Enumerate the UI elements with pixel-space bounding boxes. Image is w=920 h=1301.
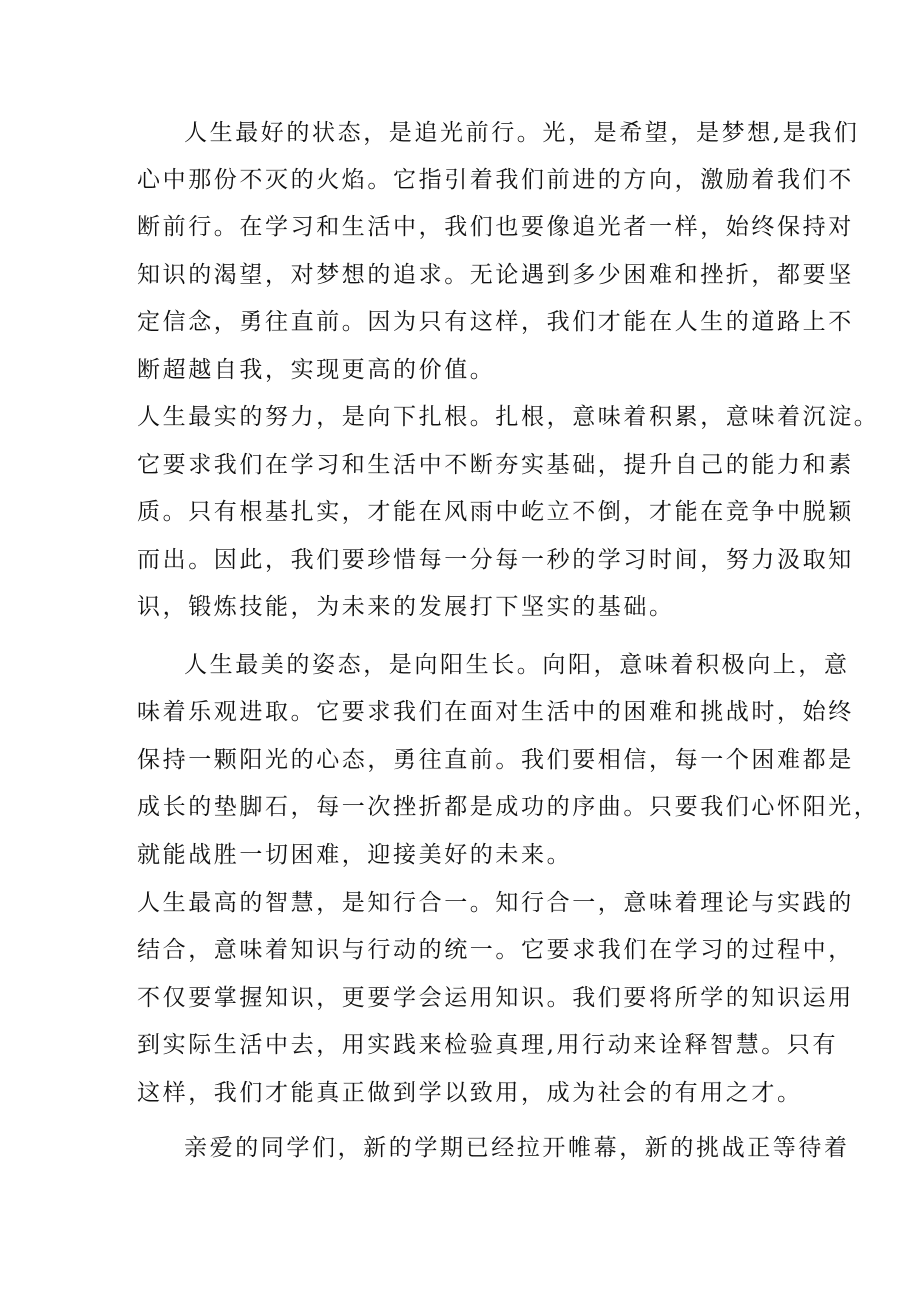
text-line: 识，锻炼技能，为未来的发展打下坚实的基础。 bbox=[137, 594, 675, 620]
text-line: 味着乐观进取。它要求我们在面对生活中的困难和挑战时，始终 bbox=[137, 699, 854, 725]
text-line: 人生最美的姿态，是向阳生长。向阳，意味着积极向上，意 bbox=[184, 652, 850, 678]
text-line: 不仅要掌握知识，更要学会运用知识。我们要将所学的知识运用 bbox=[137, 985, 854, 1011]
text-line: 断前行。在学习和生活中，我们也要像追光者一样，始终保持对 bbox=[137, 214, 854, 240]
text-line: 人生最高的智慧，是知行合一。知行合一，意味着理论与实践的 bbox=[137, 890, 854, 916]
text-line: 心中那份不灭的火焰。它指引着我们前进的方向，激励着我们不 bbox=[137, 167, 854, 193]
text-line: 就能战胜一切困难，迎接美好的未来。 bbox=[137, 842, 573, 868]
text-line: 这样，我们才能真正做到学以致用，成为社会的有用之才。 bbox=[137, 1080, 803, 1106]
text-line: 断超越自我，实现更高的价值。 bbox=[137, 357, 496, 383]
text-line: 定信念，勇往直前。因为只有这样，我们才能在人生的道路上不 bbox=[137, 309, 854, 335]
text-line: 成长的垫脚石，每一次挫折都是成功的序曲。只要我们心怀阳光， bbox=[137, 794, 880, 820]
text-line: 人生最好的状态，是追光前行。光，是希望，是梦想,是我们 bbox=[184, 120, 860, 146]
text-line: 它要求我们在学习和生活中不断夯实基础，提升自己的能力和素 bbox=[137, 452, 854, 478]
text-line: 人生最实的努力，是向下扎根。扎根，意味着积累，意味着沉淀。 bbox=[137, 404, 880, 430]
text-line: 知识的渴望，对梦想的追求。无论遇到多少困难和挫折，都要坚 bbox=[137, 262, 854, 288]
text-line: 到实际生活中去，用实践来检验真理,用行动来诠释智慧。只有 bbox=[137, 1032, 839, 1058]
text-line: 质。只有根基扎实，才能在风雨中屹立不倒，才能在竞争中脱颖 bbox=[137, 499, 854, 525]
text-line: 亲爱的同学们，新的学期已经拉开帷幕，新的挑战正等待着 bbox=[184, 1135, 850, 1161]
text-line: 结合，意味着知识与行动的统一。它要求我们在学习的过程中， bbox=[137, 937, 854, 963]
text-line: 而出。因此，我们要珍惜每一分每一秒的学习时间，努力汲取知 bbox=[137, 547, 854, 573]
text-line: 保持一颗阳光的心态，勇往直前。我们要相信，每一个困难都是 bbox=[137, 747, 854, 773]
